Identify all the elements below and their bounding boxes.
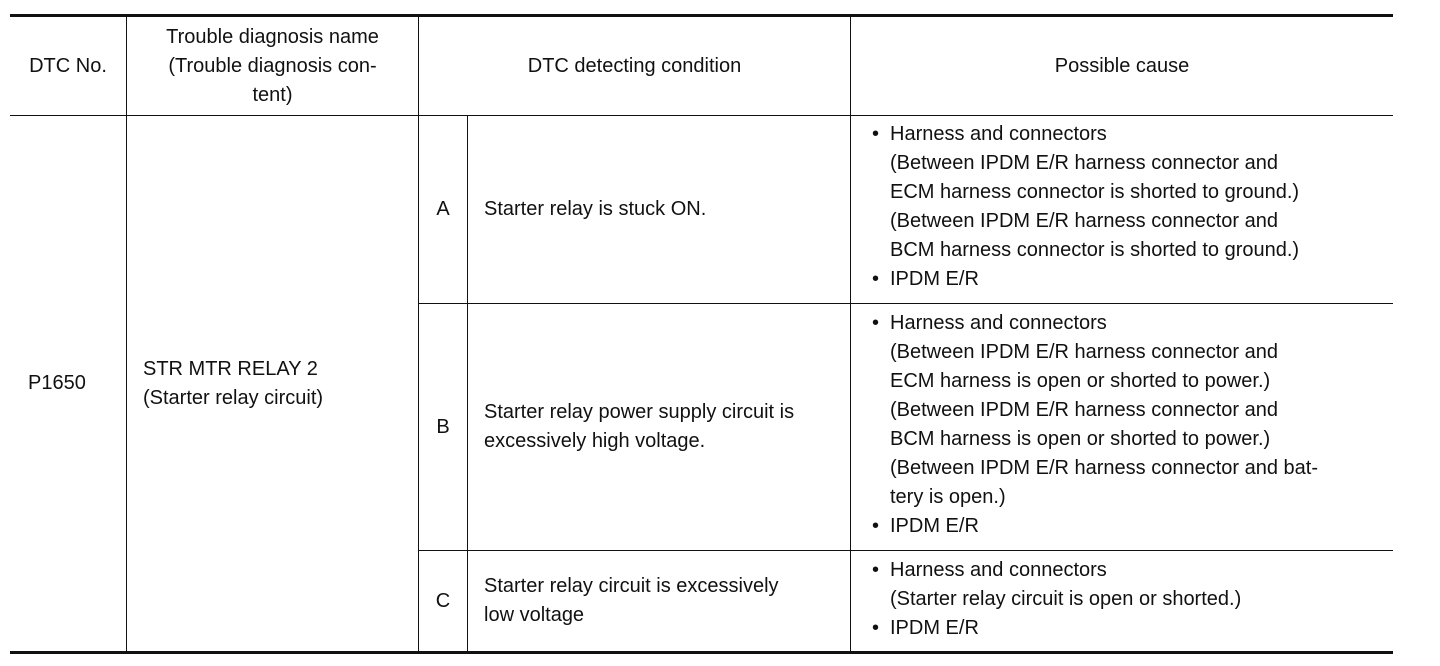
table-bottom-rule xyxy=(10,651,1393,654)
header-trouble-name-line1: Trouble diagnosis name xyxy=(166,25,379,48)
row-b-condition-line1: Starter relay power supply circuit is xyxy=(484,401,795,423)
cause-text: (Between IPDM E/R harness connector and xyxy=(890,152,1278,174)
cause-text: IPDM E/R xyxy=(890,515,979,537)
header-possible-cause-text: Possible cause xyxy=(1054,54,1190,77)
cause-line xyxy=(866,309,1393,338)
row-b-condition-line2: excessively high voltage. xyxy=(484,430,706,452)
row-b-causes xyxy=(866,309,1393,541)
cause-line xyxy=(866,483,1393,512)
header-trouble-name-line2: (Trouble diagnosis con- xyxy=(168,54,377,77)
cause-text: tery is open.) xyxy=(890,486,1006,508)
row-b-condition-cell xyxy=(484,304,850,550)
cause-line xyxy=(866,367,1393,396)
row-c-condition-line2: low voltage xyxy=(484,604,585,626)
cause-line xyxy=(866,120,1393,149)
row-a-causes xyxy=(866,120,1393,294)
cause-line xyxy=(866,149,1393,178)
col-divider-3 xyxy=(467,115,468,654)
cause-text: Harness and connectors xyxy=(890,559,1107,581)
bullet-icon: • xyxy=(872,123,880,145)
row-a-condition-cell xyxy=(484,116,850,303)
cause-text: (Starter relay circuit is open or shorted.) xyxy=(890,588,1242,610)
cause-line xyxy=(866,614,1393,643)
header-trouble-name xyxy=(127,17,418,115)
header-dtc-no-text: DTC No. xyxy=(29,54,107,77)
row-c-causes xyxy=(866,556,1393,643)
cause-line xyxy=(866,396,1393,425)
header-detecting-condition-text: DTC detecting condition xyxy=(527,54,742,77)
cause-line xyxy=(866,454,1393,483)
row-c-condition-line1: Starter relay circuit is excessively xyxy=(484,575,779,597)
dtc-table xyxy=(10,14,1393,654)
cause-text: (Between IPDM E/R harness connector and xyxy=(890,210,1278,232)
cause-line xyxy=(866,425,1393,454)
dtc-name-line2: (Starter relay circuit) xyxy=(143,386,324,409)
cause-text: ECM harness connector is shorted to ground.) xyxy=(890,181,1300,203)
bullet-icon: • xyxy=(872,617,880,639)
cause-text: Harness and connectors xyxy=(890,123,1107,145)
dtc-name-line1: STR MTR RELAY 2 xyxy=(143,357,318,380)
row-c-letter-cell xyxy=(419,551,467,651)
header-detecting-condition xyxy=(419,17,850,115)
row-a-condition-line1: Starter relay is stuck ON. xyxy=(484,198,707,220)
cause-text: IPDM E/R xyxy=(890,268,979,290)
cause-line xyxy=(866,178,1393,207)
header-possible-cause xyxy=(851,17,1393,115)
cause-line xyxy=(866,338,1393,367)
header-trouble-name-line3: tent) xyxy=(252,83,293,106)
cause-line xyxy=(866,512,1393,541)
header-dtc-no xyxy=(10,17,126,115)
cause-text: BCM harness connector is shorted to ground.) xyxy=(890,239,1300,261)
row-c-condition-cell xyxy=(484,551,850,651)
row-b-letter-cell xyxy=(419,304,467,550)
row-b-letter: B xyxy=(436,415,450,438)
bullet-icon: • xyxy=(872,559,880,581)
bullet-icon: • xyxy=(872,312,880,334)
dtc-code-cell xyxy=(28,116,126,651)
dtc-code: P1650 xyxy=(28,372,86,394)
row-a-letter-cell xyxy=(419,116,467,303)
cause-text: (Between IPDM E/R harness connector and xyxy=(890,399,1278,421)
cause-text: (Between IPDM E/R harness connector and bat- xyxy=(890,457,1318,479)
row-c-letter: C xyxy=(435,589,451,612)
cause-line xyxy=(866,585,1393,614)
cause-line xyxy=(866,207,1393,236)
row-a-letter: A xyxy=(436,198,450,220)
cause-text: BCM harness is open or shorted to power.) xyxy=(890,428,1271,450)
cause-text: ECM harness is open or shorted to power.) xyxy=(890,370,1271,392)
cause-line xyxy=(866,265,1393,294)
cause-text: Harness and connectors xyxy=(890,312,1107,334)
bullet-icon: • xyxy=(872,268,880,290)
cause-text: IPDM E/R xyxy=(890,617,979,639)
bullet-icon: • xyxy=(872,515,880,537)
cause-line xyxy=(866,236,1393,265)
cause-line xyxy=(866,556,1393,585)
dtc-name-cell xyxy=(143,116,418,651)
cause-text: (Between IPDM E/R harness connector and xyxy=(890,341,1278,363)
